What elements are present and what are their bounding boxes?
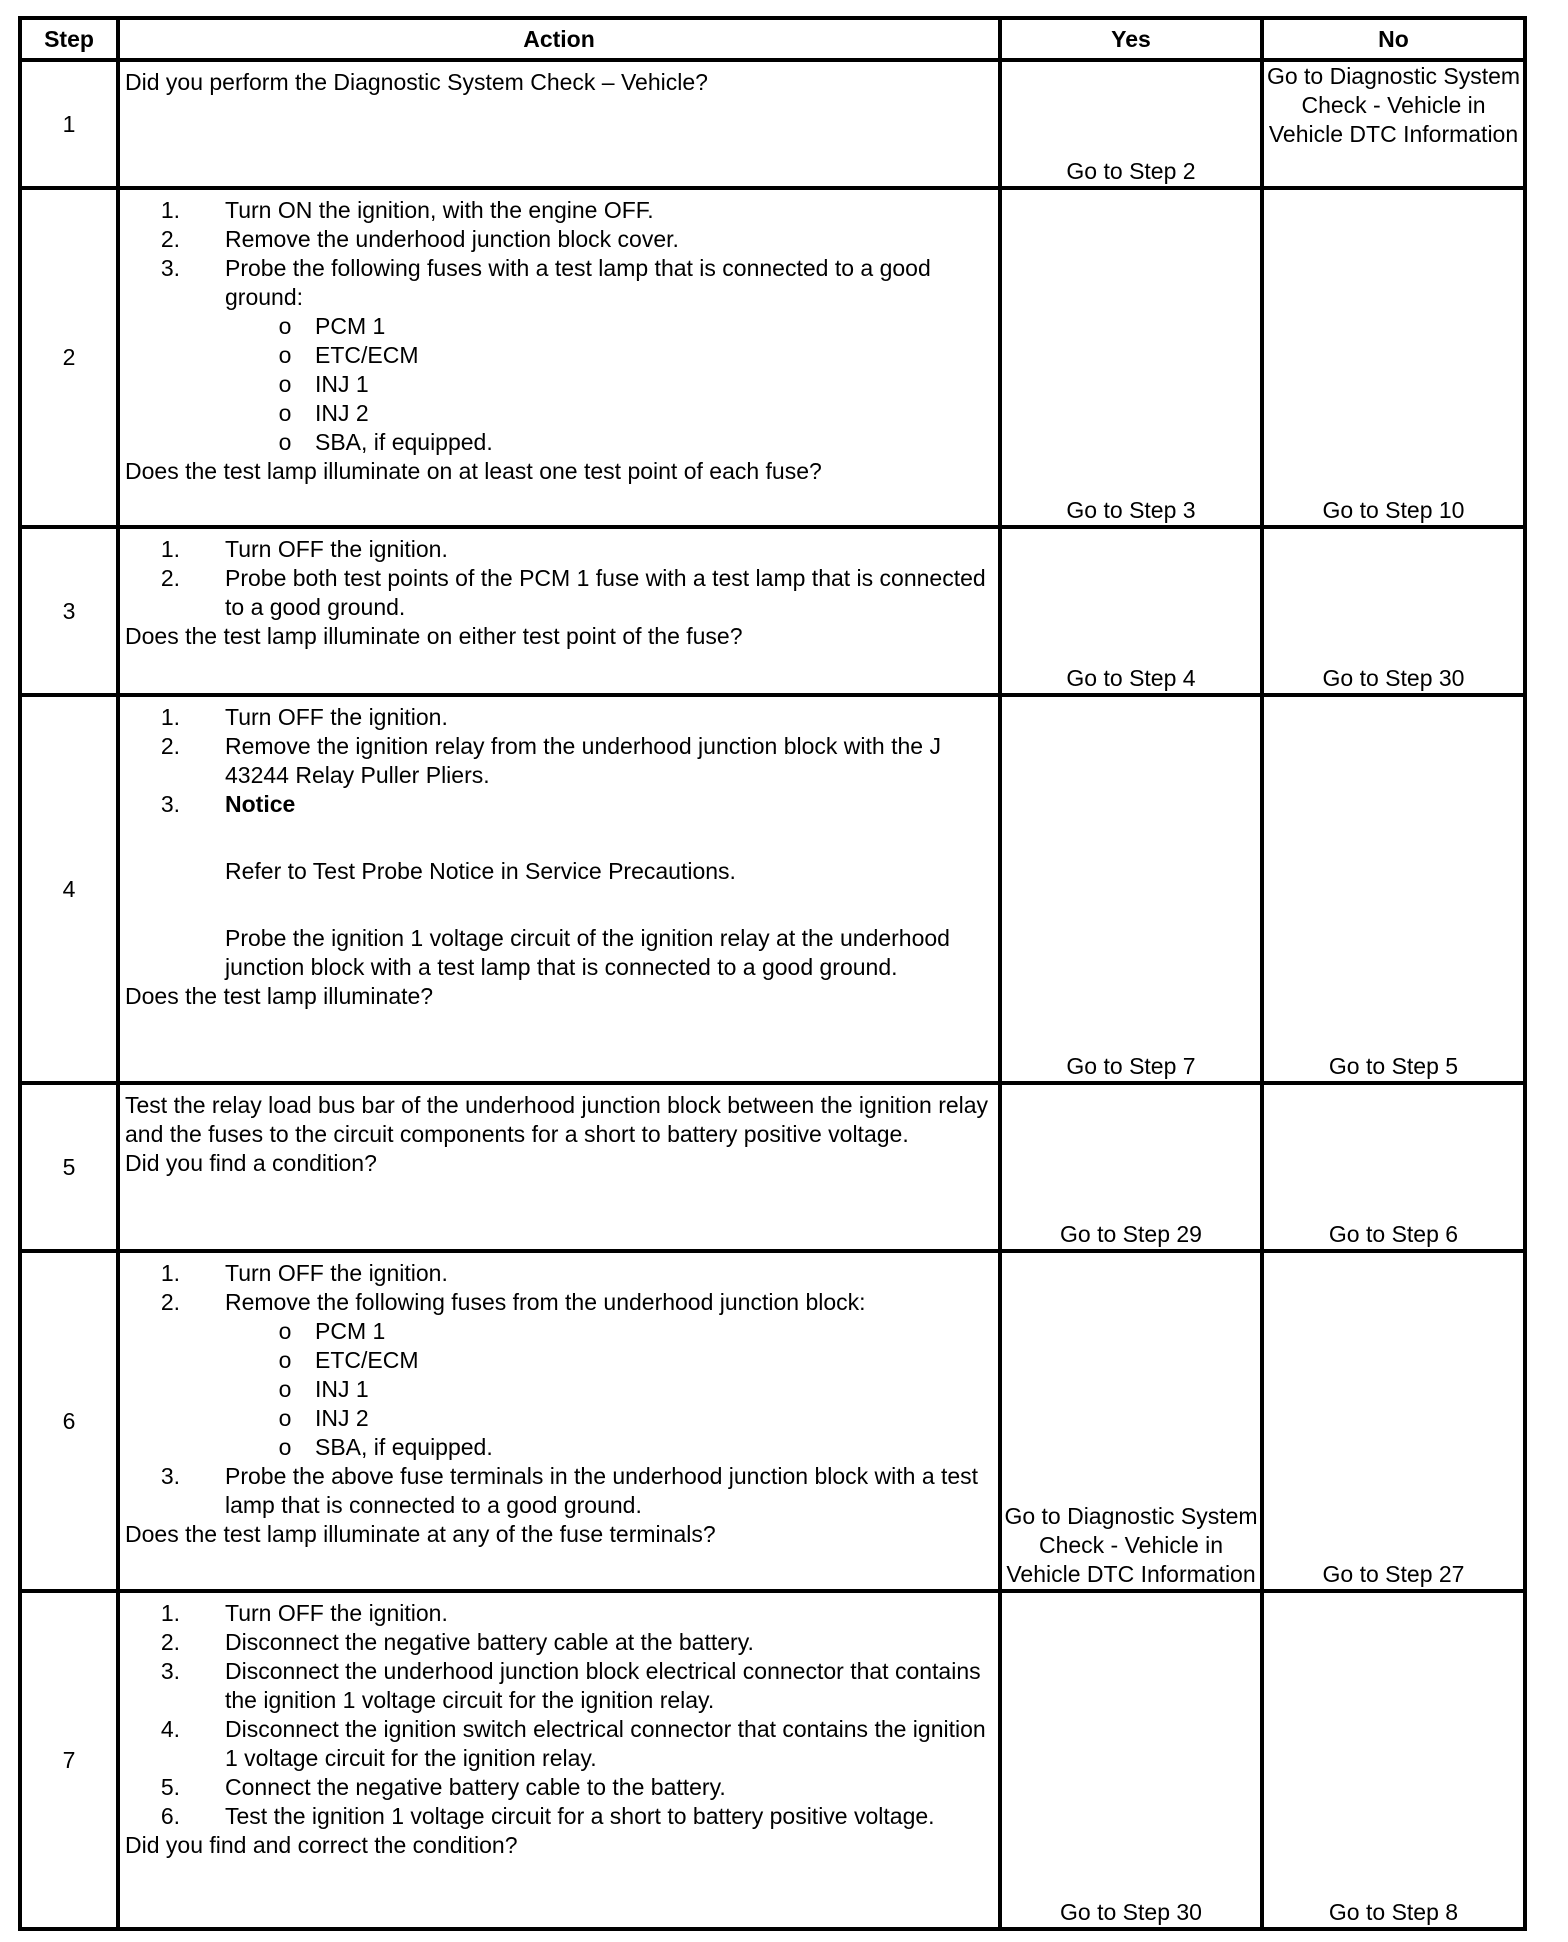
yes-cell: Go to Step 7 <box>1000 695 1262 1083</box>
step-number: 5 <box>20 1083 118 1251</box>
question-text: Did you find a condition? <box>125 1150 377 1176</box>
no-cell: Go to Diagnostic System Check - Vehicle in Vehicle DTC Information <box>1262 60 1525 188</box>
question-text: Does the test lamp illuminate at any of the fuse terminals? <box>125 1521 716 1547</box>
step-number: 7 <box>20 1591 118 1929</box>
list-item: 3. Probe the above fuse terminals in the underhood junction block with a test lamp that is connected to a good ground. <box>160 1463 979 1518</box>
question-text: Does the test lamp illuminate on either test point of the fuse? <box>125 623 743 649</box>
notice-text: Refer to Test Probe Notice in Service Precautions. <box>225 858 736 884</box>
header-no: No <box>1262 18 1525 60</box>
list-item: 3. Disconnect the underhood junction block electrical connector that contains the ignition 1 voltage circuit for the ignition relay. <box>160 1658 981 1713</box>
header-step: Step <box>20 18 118 60</box>
table-row-step-6 <box>20 1251 1525 1591</box>
no-cell: Go to Step 5 <box>1262 695 1525 1083</box>
table-row-step-4 <box>20 695 1525 1083</box>
fuse-list <box>225 1317 994 1462</box>
list-item: 4. Disconnect the ignition switch electrical connector that contains the ignition 1 voltage circuit for the ignition relay. <box>160 1716 986 1771</box>
action-text: Test the relay load bus bar of the underhood junction block between the ignition relay and the fuses to the circuit components for a short to battery positive voltage. <box>125 1092 989 1147</box>
list-item: 1. Turn OFF the ignition. <box>160 704 448 730</box>
probe-text: Probe the ignition 1 voltage circuit of the ignition relay at the underhood junction block with a test lamp that is connected to a good ground. <box>225 925 950 980</box>
yes-cell: Go to Step 2 <box>1000 60 1262 188</box>
list-item: 1. Turn ON the ignition, with the engine OFF. <box>160 197 654 223</box>
step-number: 6 <box>20 1251 118 1591</box>
list-item: 2. Remove the underhood junction block cover. <box>160 226 679 252</box>
table-row-step-2 <box>20 188 1525 527</box>
instruction-list <box>125 1462 994 1520</box>
list-item: 2. Disconnect the negative battery cable at the battery. <box>160 1629 754 1655</box>
notice-heading: Notice <box>225 791 296 817</box>
step-number: 2 <box>20 188 118 527</box>
list-item: 5. Connect the negative battery cable to the battery. <box>160 1774 726 1800</box>
list-item: 1. Turn OFF the ignition. <box>160 1600 448 1626</box>
fuse-item: o PCM 1 <box>278 1318 386 1344</box>
fuse-item: o ETC/ECM <box>278 1347 419 1373</box>
instruction-list <box>125 196 994 312</box>
table-row-step-7 <box>20 1591 1525 1929</box>
header-yes: Yes <box>1000 18 1262 60</box>
fuse-item: o INJ 1 <box>278 1376 369 1402</box>
action-cell <box>118 1591 1000 1929</box>
list-item: 3. Probe the following fuses with a test lamp that is connected to a good ground: <box>160 255 931 310</box>
fuse-item: o INJ 2 <box>278 1405 369 1431</box>
header-row <box>20 18 1525 60</box>
list-item: 2. Remove the ignition relay from the underhood junction block with the J 43244 Relay Puller Pliers. <box>160 733 941 788</box>
yes-cell: Go to Step 29 <box>1000 1083 1262 1251</box>
question-text: Does the test lamp illuminate on at least one test point of each fuse? <box>125 458 822 484</box>
instruction-list <box>125 535 994 622</box>
no-cell: Go to Step 27 <box>1262 1251 1525 1591</box>
fuse-item: o ETC/ECM <box>278 342 419 368</box>
list-item: 6. Test the ignition 1 voltage circuit for a short to battery positive voltage. <box>160 1803 935 1829</box>
instruction-list <box>125 1259 994 1317</box>
yes-cell: Go to Step 30 <box>1000 1591 1262 1929</box>
fuse-item: o SBA, if equipped. <box>278 429 493 455</box>
action-cell <box>118 1251 1000 1591</box>
table-row-step-1 <box>20 60 1525 188</box>
instruction-list <box>125 1599 994 1831</box>
no-cell: Go to Step 6 <box>1262 1083 1525 1251</box>
no-cell: Go to Step 8 <box>1262 1591 1525 1929</box>
question-text: Does the test lamp illuminate? <box>125 983 434 1009</box>
action-text: Did you perform the Diagnostic System Check – Vehicle? <box>125 69 708 95</box>
list-item: 2. Remove the following fuses from the underhood junction block: <box>160 1289 866 1315</box>
header-action: Action <box>118 18 1000 60</box>
no-cell: Go to Step 10 <box>1262 188 1525 527</box>
list-item: 1. Turn OFF the ignition. <box>160 1260 448 1286</box>
yes-cell: Go to Step 3 <box>1000 188 1262 527</box>
action-cell <box>118 60 1000 188</box>
list-item: 2. Probe both test points of the PCM 1 fuse with a test lamp that is connected to a good ground. <box>160 565 986 620</box>
fuse-item: o PCM 1 <box>278 313 386 339</box>
yes-cell: Go to Diagnostic System Check - Vehicle in Vehicle DTC Information <box>1000 1251 1262 1591</box>
table-row-step-3 <box>20 527 1525 695</box>
yes-cell: Go to Step 4 <box>1000 527 1262 695</box>
instruction-list <box>125 703 994 819</box>
fuse-item: o INJ 2 <box>278 400 369 426</box>
action-cell <box>118 695 1000 1083</box>
no-cell: Go to Step 30 <box>1262 527 1525 695</box>
step-number: 1 <box>20 60 118 188</box>
list-item: 3. Notice <box>125 790 994 819</box>
question-text: Did you find and correct the condition? <box>125 1832 518 1858</box>
action-cell <box>118 188 1000 527</box>
list-item: 1. Turn OFF the ignition. <box>160 536 448 562</box>
action-cell <box>118 1083 1000 1251</box>
fuse-item: o INJ 1 <box>278 371 369 397</box>
fuse-item: o SBA, if equipped. <box>278 1434 493 1460</box>
action-cell <box>118 527 1000 695</box>
step-number: 4 <box>20 695 118 1083</box>
fuse-list <box>225 312 994 457</box>
table-row-step-5 <box>20 1083 1525 1251</box>
step-number: 3 <box>20 527 118 695</box>
diagnostic-table <box>18 16 1527 1931</box>
